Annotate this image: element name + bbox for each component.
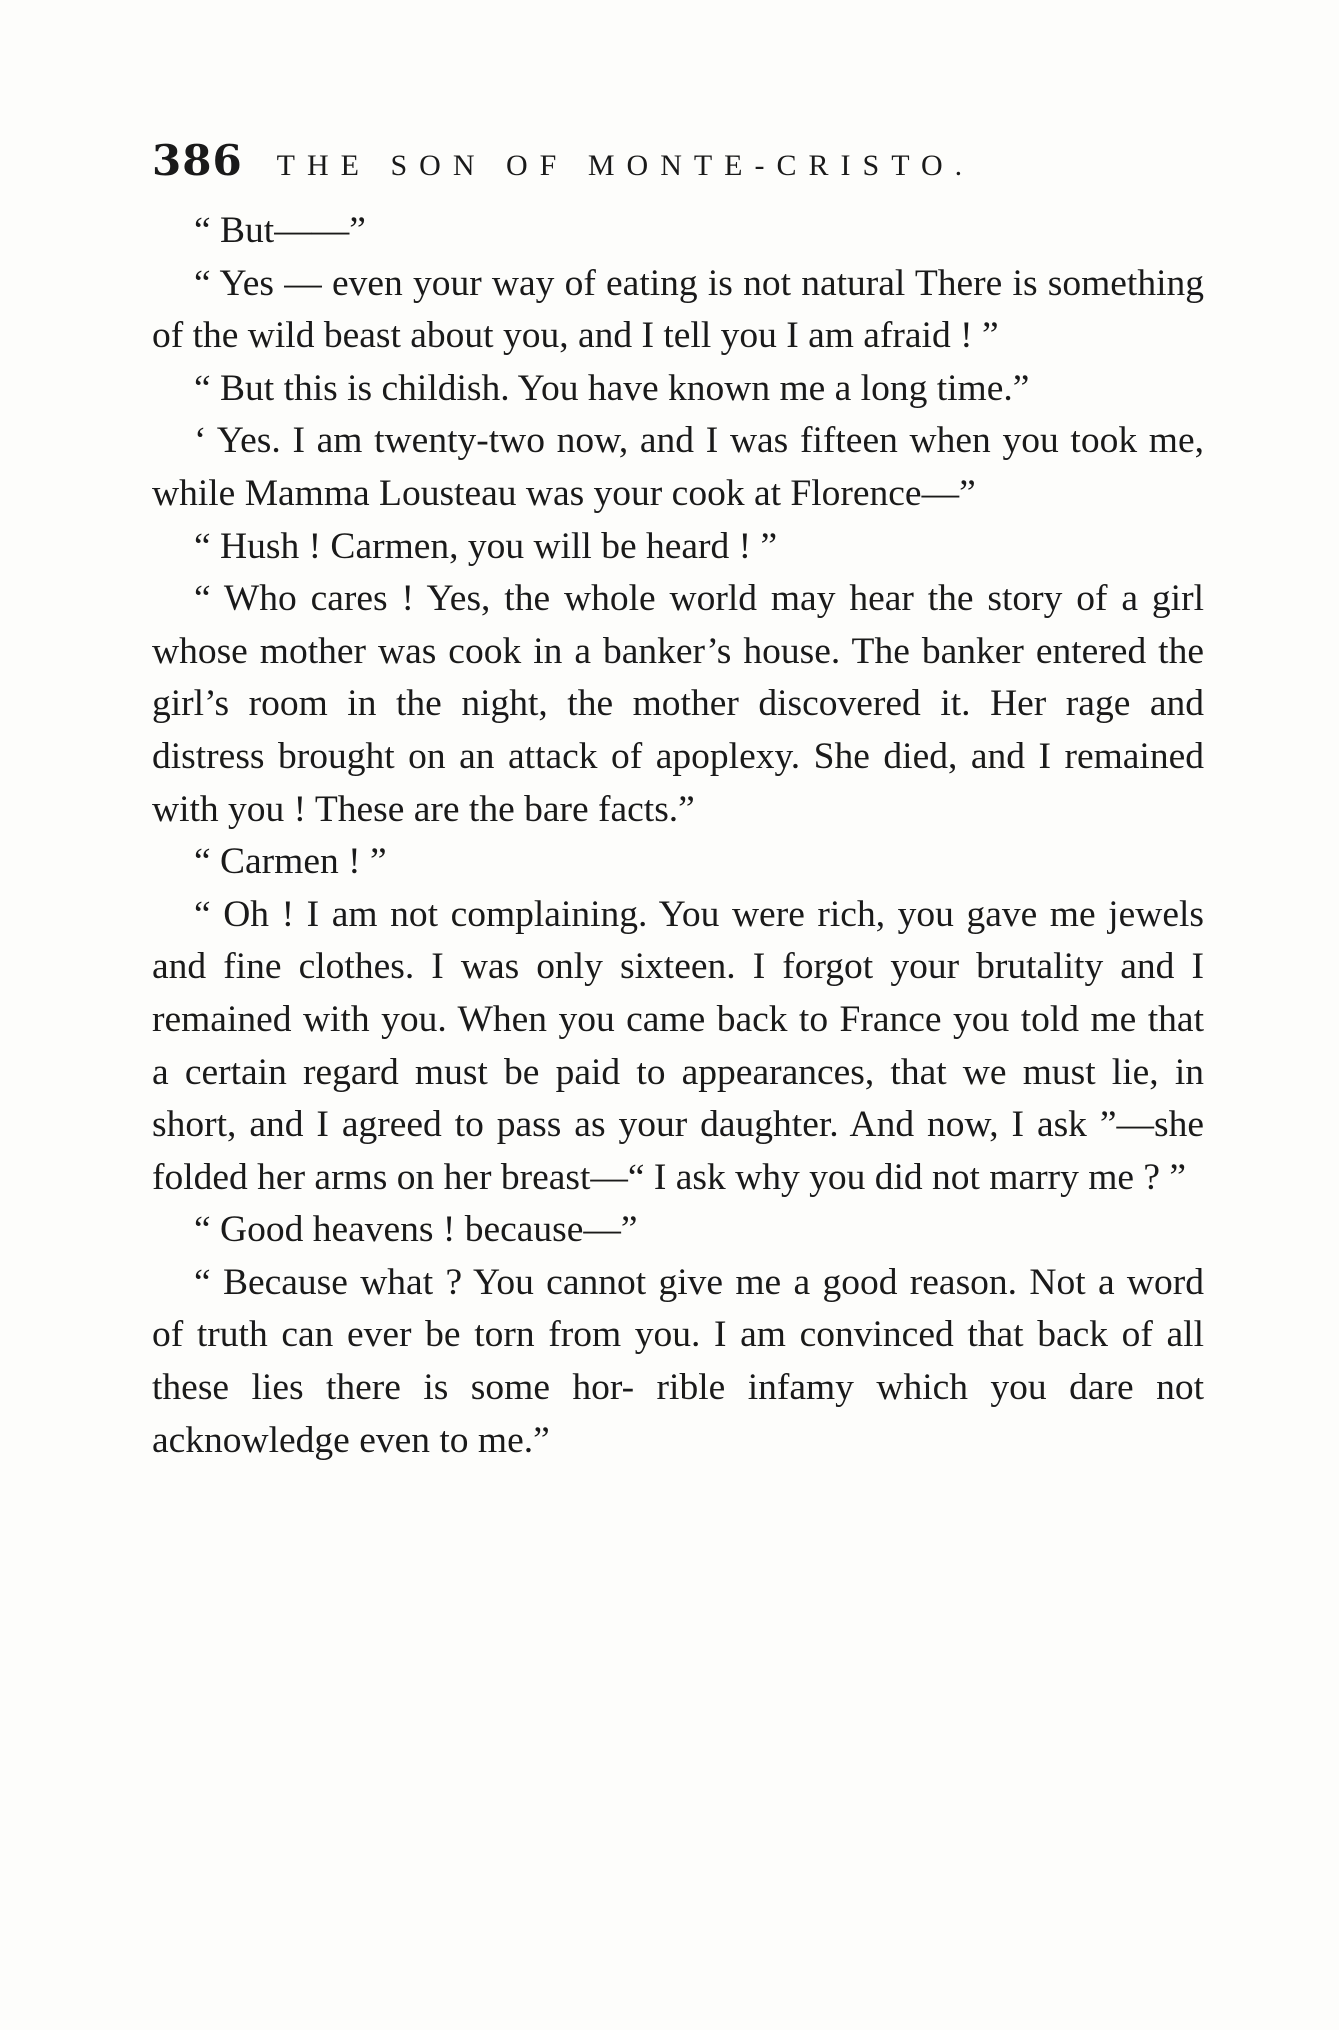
paragraph: “ But——” <box>194 210 366 251</box>
paragraph: “ Oh ! I am not complaining. You were rich, you gave me jewels and fine clothes. I was only sixteen. I forgot your brutality and I remained with you. When you came back to France you told me that a certain regard must be paid to appearances, that we must lie, in short, and I agreed to pass as your daughter. And now, I ask ”—she folded her arms on her breast—“ I ask why you did not marry me ? ” <box>152 893 1204 1198</box>
paragraph: “ Because what ? You cannot give me a good reason. Not a word of truth can ever be torn from you. I am convinced that back of all these lies there is some hor- rible infamy which you dare not acknowledge even to me.” <box>152 1261 1204 1461</box>
paragraph: “ Good heavens ! because—” <box>194 1209 638 1251</box>
paragraph: “ Who cares ! Yes, the whole world may hear the story of a girl whose mother was cook in a banker’s house. The banker entered the girl’s room in the night, the mother discovered it. Her rage and distress brought on an attack of apoplexy. She died, and I remained with you ! These are the bare facts.” <box>152 578 1204 830</box>
running-head: THE SON OF MONTE-CRISTO. <box>276 149 975 182</box>
paragraph: “ Hush ! Carmen, you will be heard ! ” <box>194 525 778 567</box>
page-number: 386 <box>152 136 243 185</box>
paragraph: “ But this is childish. You have known me a long time.” <box>194 367 1030 409</box>
paragraph: “ Yes — even your way of eating is not natural There is something of the wild beast about you, and I tell you I am afraid ! ” <box>152 262 1204 357</box>
page-header <box>152 136 1212 186</box>
paragraph: “ Carmen ! ” <box>194 841 387 883</box>
body-text <box>152 205 1204 1467</box>
paragraph: ‘ Yes. I am twenty-two now, and I was fifteen when you took me, while Mamma Lousteau was your cook at Florence—” <box>152 420 1204 514</box>
